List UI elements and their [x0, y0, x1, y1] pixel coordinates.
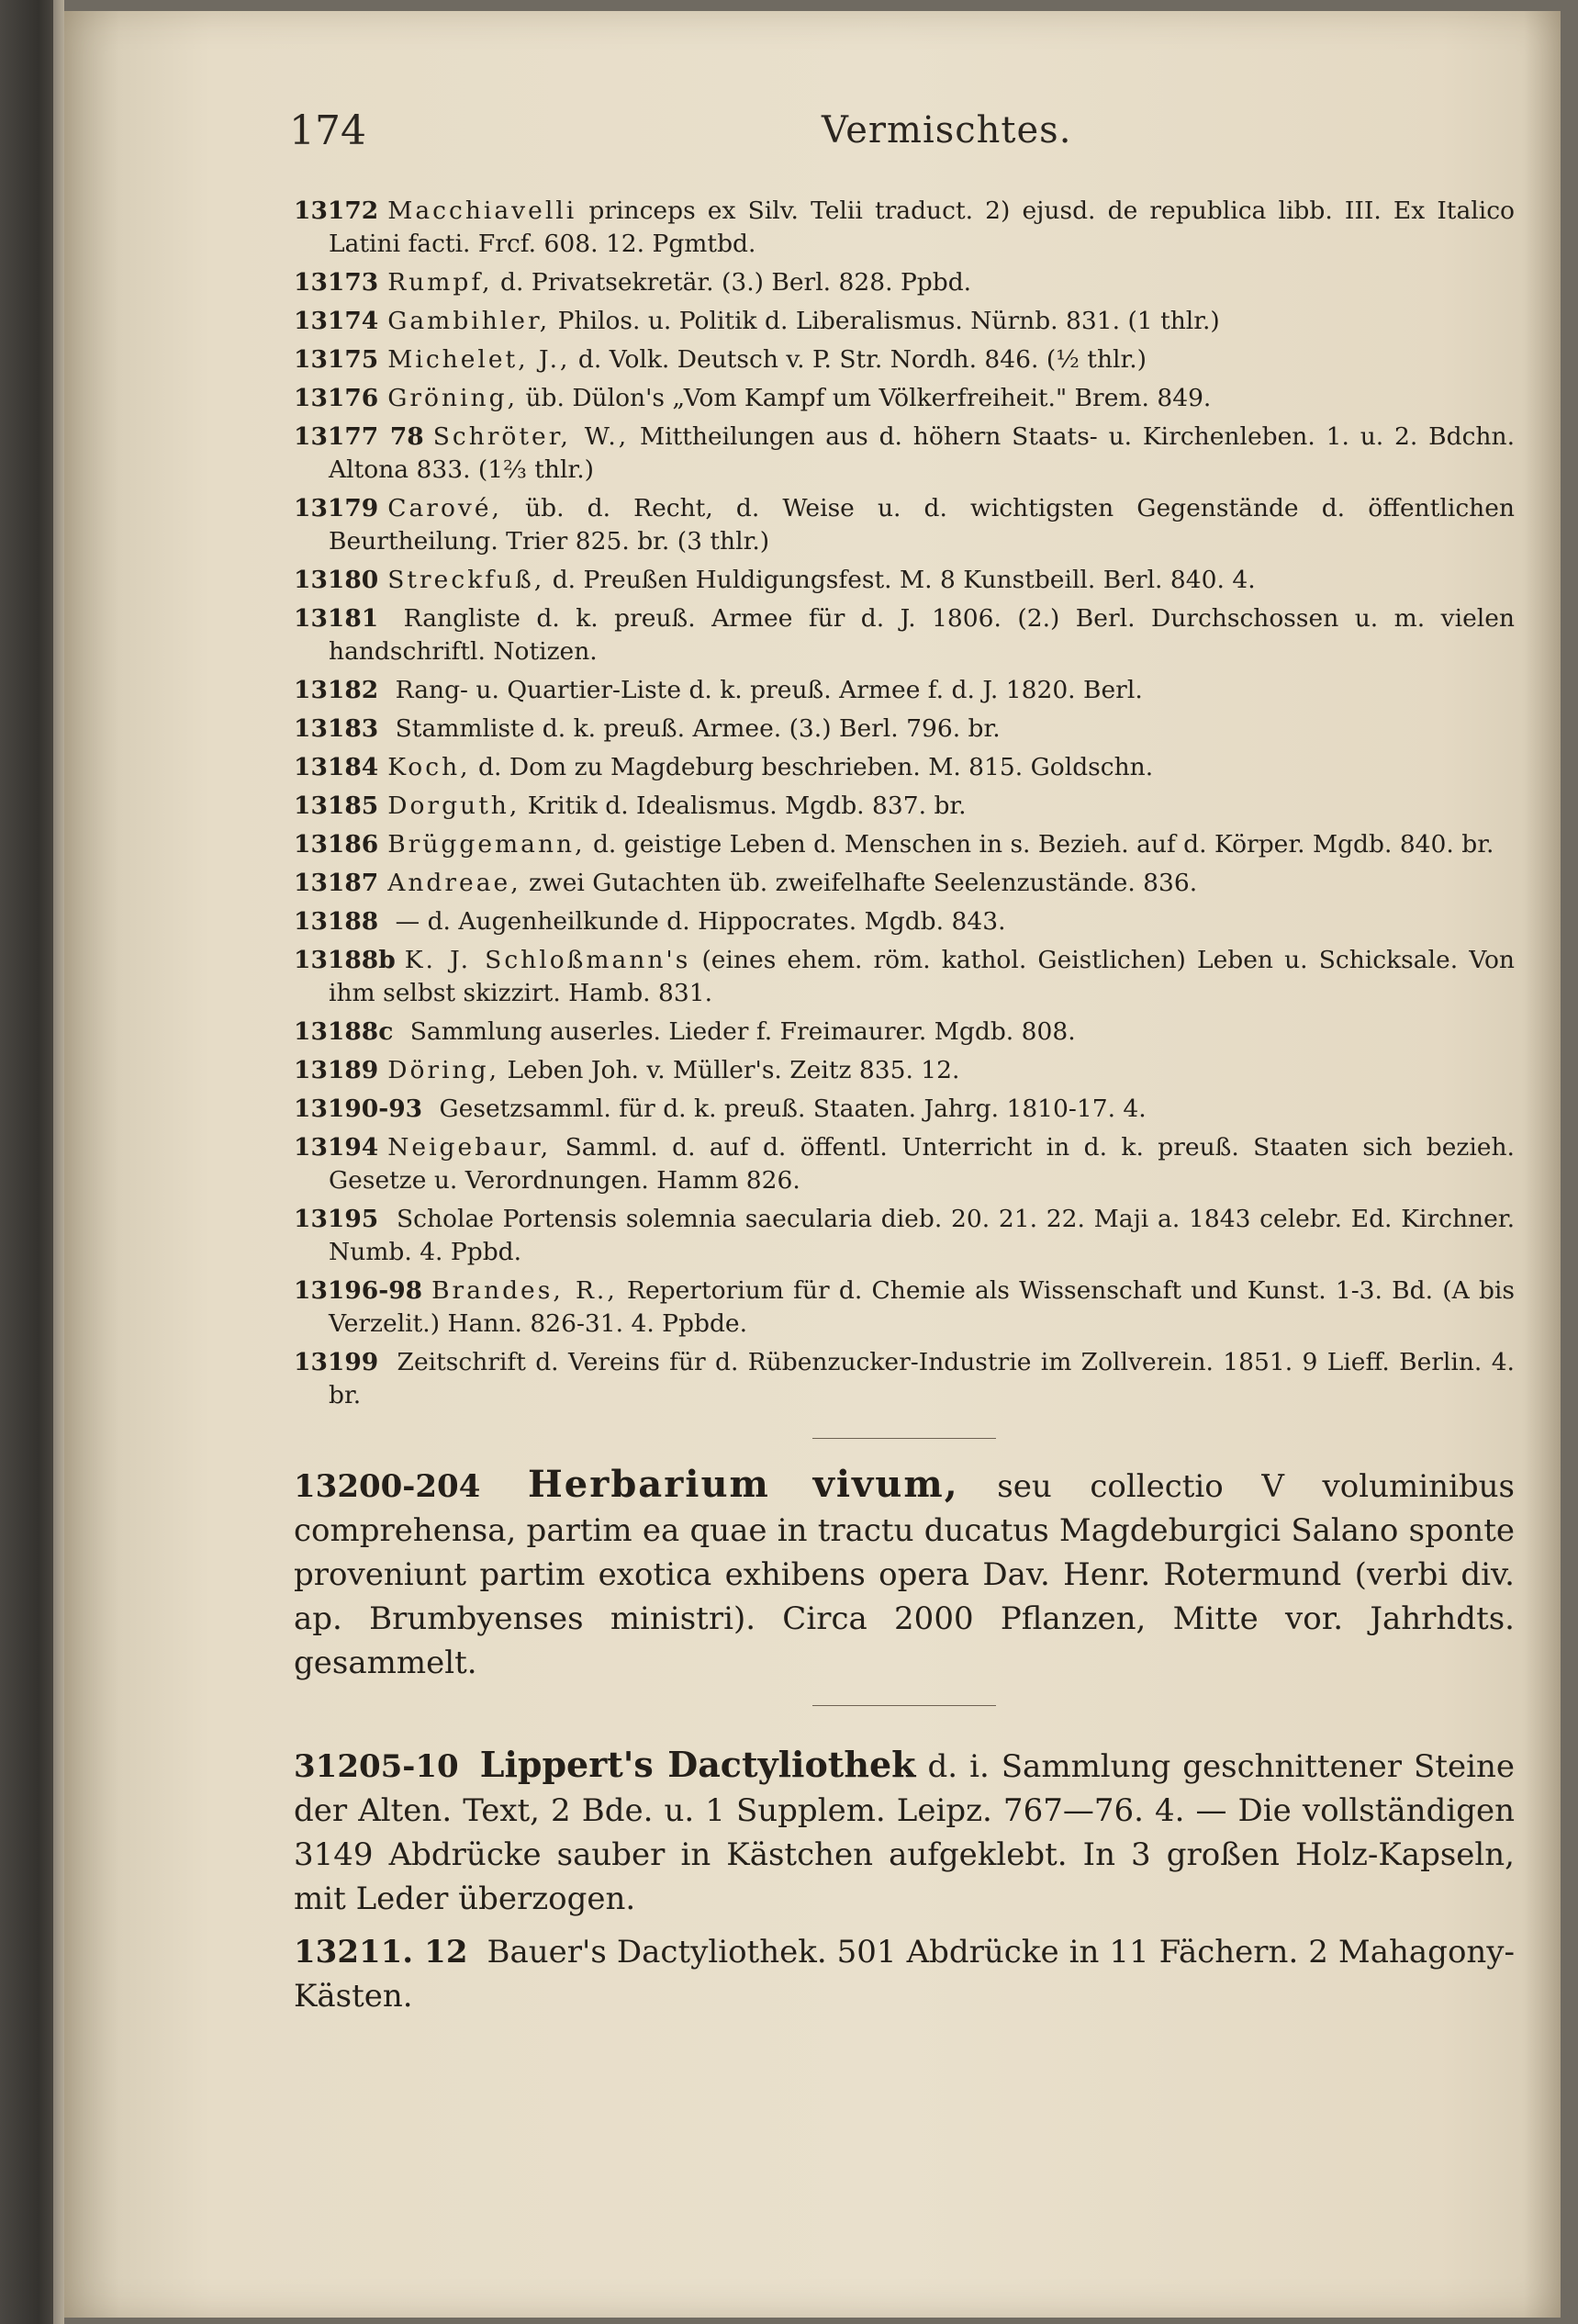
entry-number: 13179 — [294, 494, 379, 522]
entry-text: d. geistige Leben d. Menschen in s. Bezieh. auf d. Körper. Mgdb. 840. br. — [592, 830, 1494, 859]
entry-author: Dorguth, — [387, 792, 520, 820]
entry-number: 13185 — [294, 792, 379, 820]
entry-text: d. Privatsekretär. (3.) Berl. 828. Ppbd. — [500, 268, 972, 297]
catalog-entry — [294, 305, 1515, 338]
entry-author: Koch, — [387, 753, 471, 781]
entry-text: seu collectio V voluminibus comprehensa, partim ea quae in tractu ducatus Magdeburgici Salano sponte proveniunt partim exotica exhibens opera Dav. Henr. Rotermund (verbi div. ap. Brumbyenses ministri). Circa 2000 Pflanzen, Mitte vor. Jahrhdts. gesammelt. — [294, 1468, 1515, 1681]
entry-number: 13211. 12 — [294, 1934, 468, 1970]
entry-number: 31205-10 — [294, 1748, 459, 1785]
catalog-entry — [294, 602, 1515, 668]
entry-text: d. i. Sammlung geschnittener Steine der Alten. Text, 2 Bde. u. 1 Supplem. Leipz. 767—76. 4. — Die vollständigen 3149 Abdrücke sauber in Kästchen aufgeklebt. In 3 großen Holz-Kapseln, mit Leder überzogen. — [294, 1748, 1515, 1917]
entry-author: K. J. Schloßmann's — [404, 946, 691, 974]
running-head: Vermischtes. — [822, 109, 1072, 152]
page-edge-shadow — [1524, 11, 1561, 2318]
entry-text: Samml. d. auf d. öffentl. Unterricht in d. k. preuß. Staaten sich bezieh. Gesetze u. Verordnungen. Hamm 826. — [329, 1133, 1515, 1195]
catalog-entry-featured — [294, 1743, 1515, 1921]
entry-text: Zeitschrift d. Vereins für d. Rübenzucker-Industrie im Zollverein. 1851. 9 Lieff. Berlin. 4. br. — [329, 1348, 1515, 1409]
entry-number: 13184 — [294, 753, 379, 781]
entry-author: Gröning, — [387, 384, 518, 412]
entry-number: 13188 — [294, 907, 379, 936]
entry-author: Döring, — [387, 1056, 500, 1084]
entry-text: üb. Dülon's „Vom Kampf um Völkerfreiheit." Brem. 849. — [525, 384, 1212, 412]
catalog-entry — [294, 828, 1515, 861]
entry-number: 13177 78 — [294, 422, 424, 451]
catalog-entry — [294, 266, 1515, 299]
entry-number: 13186 — [294, 830, 379, 859]
entry-text: Philos. u. Politik d. Liberalismus. Nürnb. 831. (1 thlr.) — [557, 307, 1220, 335]
catalog-entry — [294, 1274, 1515, 1341]
entry-number: 13189 — [294, 1056, 379, 1084]
entry-text: Bauer's Dactyliothek. 501 Abdrücke in 11 Fächern. 2 Mahagony-Kästen. — [294, 1934, 1516, 2015]
catalog-entry — [294, 944, 1515, 1010]
entry-number: 13181 — [294, 604, 379, 633]
entry-title: Lippert's Dactyliothek — [479, 1744, 916, 1785]
entry-number: 13173 — [294, 268, 379, 297]
entry-title: Herbarium vivum, — [528, 1463, 959, 1506]
catalog-entry — [294, 790, 1515, 823]
entry-text: — d. Augenheilkunde d. Hippocrates. Mgdb. 843. — [395, 907, 1006, 936]
entry-author: Gambihler, — [387, 307, 551, 335]
catalog-entry — [294, 421, 1515, 487]
entry-text: üb. d. Recht, d. Weise u. d. wichtigsten Gegenstände d. öffentlichen Beurtheilung. Trier 825. br. (3 thlr.) — [329, 494, 1515, 556]
entry-author: Macchiavelli — [387, 196, 577, 225]
entry-number: 13194 — [294, 1133, 379, 1162]
catalog-entry — [294, 905, 1515, 938]
entry-text: Kritik d. Idealismus. Mgdb. 837. br. — [527, 792, 967, 820]
catalog-entry — [294, 195, 1515, 261]
entry-number: 13183 — [294, 714, 379, 743]
catalog-entry — [294, 674, 1515, 707]
entry-author: Michelet, J., — [387, 345, 571, 374]
entry-author: Andreae, — [387, 869, 521, 897]
catalog-entry — [294, 1131, 1515, 1197]
entry-number: 13200-204 — [294, 1468, 481, 1505]
entry-text: Rang- u. Quartier-Liste d. k. preuß. Armee f. d. J. 1820. Berl. — [395, 676, 1143, 704]
section-divider — [812, 1705, 996, 1706]
entry-text: (eines ehem. röm. kathol. Geistlichen) Leben u. Schicksale. Von ihm selbst skizzirt. Hamb. 831. — [329, 946, 1515, 1007]
entry-number: 13199 — [294, 1348, 379, 1376]
catalog-entry-featured — [294, 1463, 1515, 1685]
book-page — [64, 11, 1561, 2318]
catalog-entry — [294, 1093, 1515, 1126]
entry-text: Leben Joh. v. Müller's. Zeitz 835. 12. — [507, 1056, 960, 1084]
catalog-entry — [294, 713, 1515, 746]
entry-number: 13196-98 — [294, 1276, 423, 1305]
entry-text: d. Dom zu Magdeburg beschrieben. M. 815. Goldschn. — [478, 753, 1154, 781]
entry-text: zwei Gutachten üb. zweifelhafte Seelenzustände. 836. — [529, 869, 1198, 897]
entry-text: Mittheilungen aus d. höhern Staats- u. Kirchenleben. 1. u. 2. Bdchn. Altona 833. (1⅔ thlr.) — [329, 422, 1515, 484]
entry-number: 13175 — [294, 345, 379, 374]
section-divider — [812, 1438, 996, 1439]
page-header — [289, 107, 1469, 163]
entry-author: Neigebaur, — [387, 1133, 552, 1162]
entry-author: Schröter, W., — [432, 422, 630, 451]
entry-text: Gesetzsamml. für d. k. preuß. Staaten. Jahrg. 1810-17. 4. — [439, 1095, 1147, 1123]
entry-text: Repertorium für d. Chemie als Wissenschaft und Kunst. 1-3. Bd. (A bis Verzelit.) Hann. 826-31. 4. Ppbde. — [329, 1276, 1515, 1338]
entry-text: d. Volk. Deutsch v. P. Str. Nordh. 846. (½ thlr.) — [577, 345, 1147, 374]
entry-text: Sammlung auserles. Lieder f. Freimaurer. Mgdb. 808. — [409, 1017, 1076, 1046]
catalog-entry — [294, 492, 1515, 558]
catalog-entry — [294, 1016, 1515, 1049]
entry-text: Scholae Portensis solemnia saecularia dieb. 20. 21. 22. Maji a. 1843 celebr. Ed. Kirchner. Numb. 4. Ppbd. — [329, 1205, 1515, 1266]
entry-number: 13180 — [294, 566, 379, 594]
entry-author: Carové, — [387, 494, 502, 522]
catalog-entry — [294, 751, 1515, 784]
entry-number: 13195 — [294, 1205, 379, 1233]
entry-author: Rumpf, — [387, 268, 493, 297]
entry-number: 13190-93 — [294, 1095, 423, 1123]
entry-number: 13182 — [294, 676, 379, 704]
entry-number: 13187 — [294, 869, 379, 897]
catalog-entry — [294, 343, 1515, 376]
entry-author: Streckfuß, — [387, 566, 545, 594]
catalog-entry — [294, 867, 1515, 900]
page-number: 174 — [289, 107, 366, 154]
catalog-entry — [294, 564, 1515, 597]
entry-author: Brüggemann, — [387, 830, 586, 859]
entry-text: Stammliste d. k. preuß. Armee. (3.) Berl. 796. br. — [395, 714, 1001, 743]
catalog-entry — [294, 1346, 1515, 1412]
catalog-entry — [294, 1203, 1515, 1269]
entry-number: 13176 — [294, 384, 379, 412]
catalog-entry — [294, 1054, 1515, 1087]
entry-author: Brandes, R., — [431, 1276, 618, 1305]
entry-text: Rangliste d. k. preuß. Armee für d. J. 1806. (2.) Berl. Durchschossen u. m. vielen handschriftl. Notizen. — [329, 604, 1515, 666]
catalog-entry-featured — [294, 1930, 1515, 2018]
entry-number: 13188b — [294, 946, 396, 974]
entry-text: d. Preußen Huldigungsfest. M. 8 Kunstbeill. Berl. 840. 4. — [552, 566, 1256, 594]
catalog-entries — [294, 195, 1515, 2027]
book-binding — [0, 0, 64, 2324]
entry-number: 13188c — [294, 1017, 394, 1046]
entry-number: 13172 — [294, 196, 379, 225]
entry-text: princeps ex Silv. Telii traduct. 2) ejusd. de republica libb. III. Ex Italico Latini facti. Frcf. 608. 12. Pgmtbd. — [329, 196, 1515, 258]
entry-number: 13174 — [294, 307, 379, 335]
catalog-entry — [294, 382, 1515, 415]
